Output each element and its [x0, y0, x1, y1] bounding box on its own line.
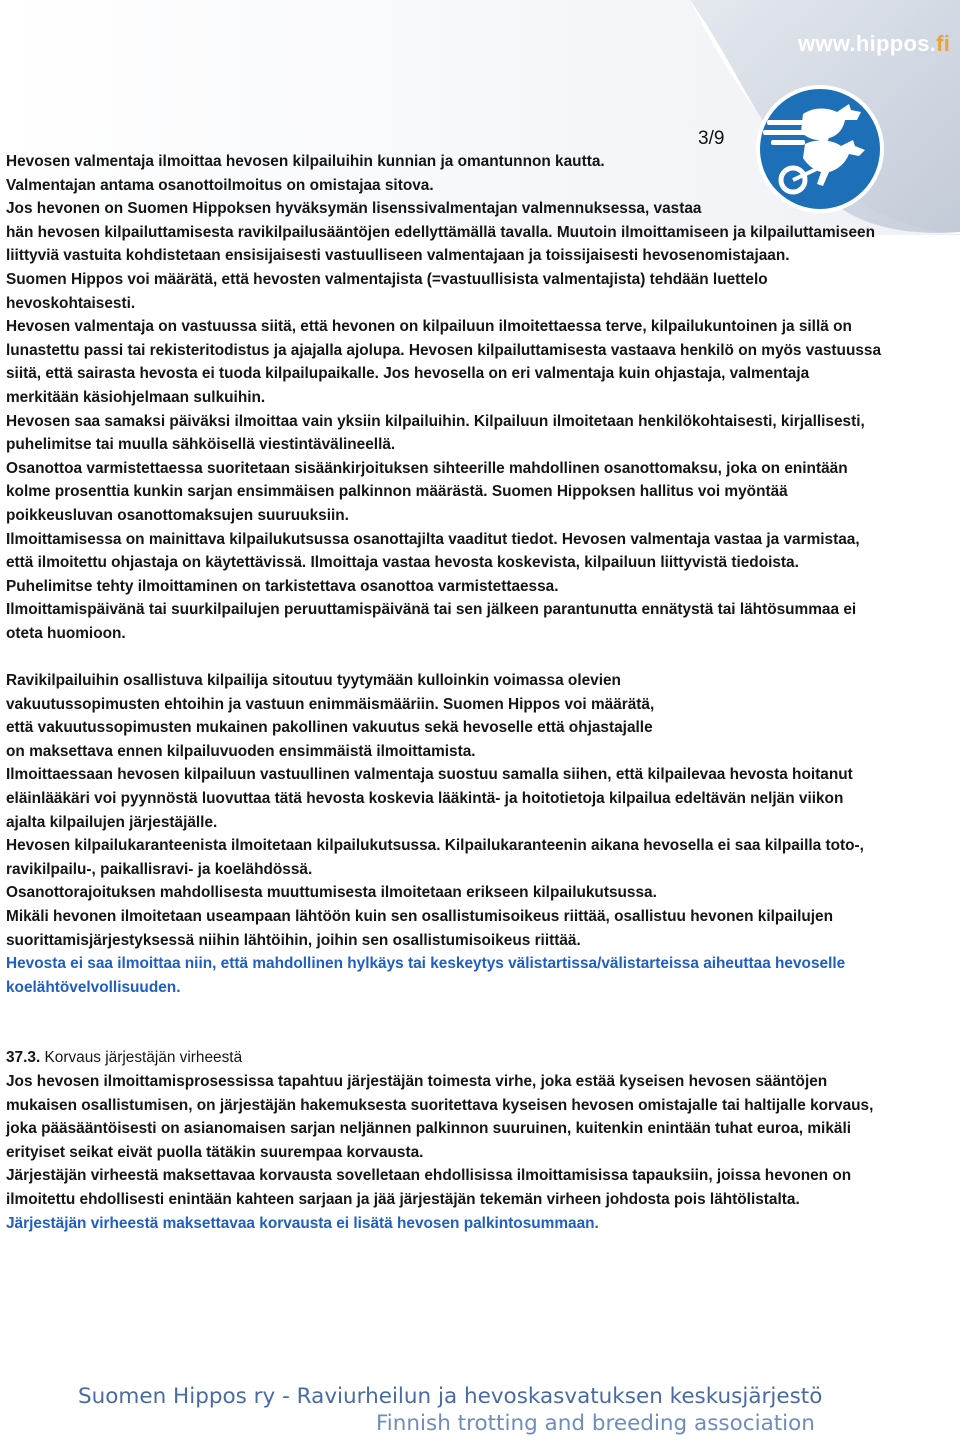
paragraph: Osanottoa varmistettaessa suoritetaan sisäänkirjoituksen sihteerille mahdollinen osanottomaksu, joka on enintään kolme prosenttia kunkin sarjan ensimmäisen palkinnon määrästä. Suomen Hippoksen hallitus voi myöntää poikkeusluvan osanottomaksujen suuruuksiin. [6, 459, 848, 524]
paragraph: Hevosen valmentaja ilmoittaa hevosen kilpailuihin kunnian ja omantunnon kautta. [6, 153, 605, 170]
spacer [6, 999, 886, 1046]
footer-organization-fi: Suomen Hippos ry - Raviurheilun ja hevoskasvatuksen keskusjärjestö [78, 1384, 823, 1409]
paragraph: Valmentajan antama osanottoilmoitus on omistajaa sitova. [6, 176, 434, 194]
footer [78, 1383, 878, 1437]
section-title: Korvaus järjestäjän virheestä [44, 1049, 243, 1067]
paragraph: Ilmoittaessaan hevosen kilpailuun vastuullinen valmentaja suostuu samalla siihen, että kilpailevaa hevosta hoitanut eläinlääkäri voi pyynnöstä luovuttaa tätä hevosta koskevia lääkintä- ja hoitotietoja kilpailua edeltävän neljän viikon ajalta kilpailujen järjestäjälle. [6, 766, 853, 831]
paragraph: Jos hevonen on Suomen Hippoksen hyväksymän lisenssivalmentajan valmennuksessa, vastaa [6, 200, 702, 218]
paragraph: Hevosen kilpailukaranteenista ilmoitetaan kilpailukutsussa. Kilpailukaranteenin aikana hevosella ei saa kilpailla toto-, ravikilpailu-, paikallisravi- ja koelähdössä. [6, 837, 864, 878]
paragraph: Hevosen saa samaksi päiväksi ilmoittaa vain yksiin kilpailuihin. Kilpailuun ilmoitetaan henkilökohtaisesti, kirjallisesti, puhelimitse tai muulla sähköisellä viestintävälineellä. [6, 412, 865, 454]
insurance-line: on maksettava ennen kilpailuvuoden ensimmäistä ilmoittamista. [6, 742, 476, 760]
highlighted-note: Järjestäjän virheestä maksettavaa korvausta ei lisätä hevosen palkintosummaan. [6, 1214, 599, 1232]
highlighted-note: Hevosta ei saa ilmoittaa niin, että mahdollinen hylkäys tai keskeytys välistartissa/välistarteissa aiheuttaa hevoselle koelähtövelvollisuuden. [6, 955, 846, 996]
insurance-line: että vakuutussopimusten mukainen pakollinen vakuutus sekä hevoselle että ohjastajalle [6, 719, 653, 737]
site-url[interactable]: www.hippos.fi [798, 31, 951, 56]
paragraph: hän hevosen kilpailuttamisesta ravikilpailusääntöjen edellyttämällä tavalla. Muutoin ilmoittamiseen ja kilpailuttamiseen liittyviä vastuita kohdistetaan ensisijaisesti vastuulliseen valmentajaan ja toissijaisesti hevosenomistajaan. [6, 223, 875, 265]
paragraph: Järjestäjän virheestä maksettavaa korvausta sovelletaan ehdollisissa ilmoittamisissa tapauksiin, joissa hevonen on ilmoitettu ehdollisesti enintään kahteen sarjaan ja jää järjestäjän tekemän virheen johdosta pois lähtölistalta. [6, 1167, 852, 1208]
insurance-line: Ravikilpailuihin osallistuva kilpailija sitoutuu tyytymään kulloinkin voimassa olevien [6, 672, 621, 690]
document-body [6, 150, 886, 1235]
page-number: 3/9 [698, 128, 725, 149]
paragraph: Mikäli hevonen ilmoitetaan useampaan lähtöön kuin sen osallistumisoikeus riittää, osallistuu hevonen kilpailujen suorittamisjärjestyksessä niihin lähtöihin, joihin sen osallistumisoikeus riittää. [6, 908, 834, 949]
section-heading [6, 1046, 886, 1070]
paragraph: Ilmoittamisessa on mainittava kilpailukutsussa osanottajilta vaaditut tiedot. Hevosen valmentaja vastaa ja varmistaa, että ilmoitettu ohjastaja on käytettävissä. Ilmoittaja vastaa hevosta koskevista, kilpailuun liittyvistä tiedoista. Puhelimitse tehty ilmoittaminen on tarkistettava osanottoa varmistettaessa. [6, 530, 860, 595]
paragraph: Hevosen valmentaja on vastuussa siitä, että hevonen on kilpailuun ilmoitettaessa terve, kilpailukuntoinen ja sillä on lunastettu passi tai rekisteritodistus ja ajajalla ajolupa. Hevosen kilpailuttamisesta vastaava henkilö on myös vastuussa siitä, että sairasta hevosta ei tuoda kilpailupaikalle. Jos hevosella on eri valmentaja kuin ohjastaja, valmentaja merkitään käsiohjelmaan sulkuihin. [6, 318, 882, 406]
paragraph: Ilmoittamispäivänä tai suurkilpailujen peruuttamispäivänä tai sen jälkeen parantunutta ennätystä tai lähtösummaa ei oteta huomioon. [6, 601, 857, 642]
paragraph: Osanottorajoituksen mahdollisesta muuttumisesta ilmoitetaan erikseen kilpailukutsussa. [6, 884, 657, 902]
paragraph: Jos hevosen ilmoittamisprosessissa tapahtuu järjestäjän toimesta virhe, joka estää kyseisen hevosen sääntöjen mukaisen osallistumisen, on järjestäjän hakemuksesta suoritettava kyseisen hevosen omistajalle tai haltijalle korvaus, joka pääsääntöisesti on asianomaisen sarjan neljännen palkinnon suuruinen, kuitenkin enintään tuhat euroa, mikäli erityiset seikat eivät puolla tätäkin suurempaa korvausta. [6, 1072, 874, 1161]
spacer [6, 645, 886, 669]
section-number: 37.3. [6, 1049, 41, 1067]
paragraph: Suomen Hippos voi määrätä, että hevosten valmentajista (=vastuullisista valmentajista) tehdään luettelo hevoskohtaisesti. [6, 270, 768, 312]
insurance-line: vakuutussopimusten ehtoihin ja vastuun enimmäismääriin. Suomen Hippos voi määrätä, [6, 695, 655, 713]
footer-organization-en: Finnish trotting and breeding association [376, 1411, 815, 1436]
